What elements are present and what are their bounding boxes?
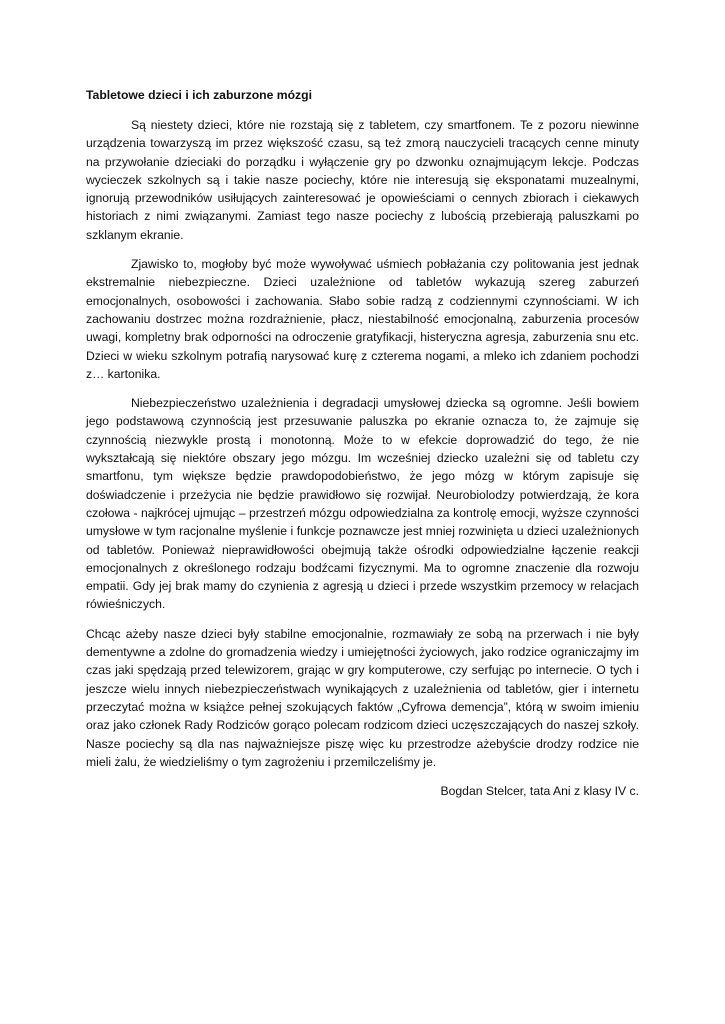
paragraph-4: Chcąc ażeby nasze dzieci były stabilne emocjonalnie, rozmawiały ze sobą na przerwach i nie były dementywne a zdolne do gromadzenia wiedzy i umiejętności życiowych, jako rodzice ograniczajmy im czas jaki spędzają przed telewizorem, grając w gry komputerowe, czy serfując po internecie. O tych i jeszcze wielu innych niebezpieczeństwach wynikających z uzależnienia od tabletów, gier i internetu przeczytać można w książce pełnej szokujących faktów „Cyfrowa demencja”, którą w swoim imieniu oraz jako członek Rady Rodziców gorąco polecam rodzicom dzieci uczęszczających do naszej szkoły. Nasze pociechy są dla nas najważniejsze piszę więc ku przestrodze ażebyście drodzy rodzice nie mieli żalu, że wiedzieliśmy o tym zagrożeniu i przemilczeliśmy je. <box>86 626 639 769</box>
document-page <box>86 86 639 800</box>
paragraph-2: Zjawisko to, mogłoby być może wywoływać uśmiech pobłażania czy politowania jest jednak ekstremalnie niebezpieczne. Dzieci uzależnione od tabletów wykazują szereg zaburzeń emocjonalnych, osobowości i zachowania. Słabo sobie radzą z codziennymi czynnościami. W ich zachowaniu dostrzec można rozdrażnienie, płacz, niestabilność emocjonalną, zaburzenia procesów uwagi, kompletny brak odporności na odroczenie gratyfikacji, histeryczna agresja, zaburzenia snu etc. Dzieci w wieku szkolnym potrafią narysować kurę z czterema nogami, a mleko ich zdaniem pochodzi z… kartonika. <box>86 257 639 381</box>
paragraph-1: Są niestety dzieci, które nie rozstają się z tabletem, czy smartfonem. Te z pozoru niewinne urządzenia towarzyszą im przez większość czasu, są też zmorą nauczycieli tracących cenne minuty na przywołanie dzieciaki do porządku i wyłączenie gry po dzwonku oznajmującym lekcje. Podczas wycieczek szkolnych są i takie nasze pociechy, które nie interesują się eksponatami muzealnymi, ignorują przewodników usiłujących zainteresować je opowieściami o cennych zbiorach i ciekawych historiach z nimi związanymi. Zamiast tego nasze pociechy z lubością przebierają paluszkami po szklanym ekranie. <box>86 118 639 242</box>
signature: Bogdan Stelcer, tata Ani z klasy IV c. <box>440 784 639 799</box>
document-title: Tabletowe dzieci i ich zaburzone mózgi <box>86 88 312 102</box>
paragraph-3: Niebezpieczeństwo uzależnienia i degradacji umysłowej dziecka są ogromne. Jeśli bowiem jego podstawową czynnością jest przesuwanie paluszka po ekranie oznacza to, że zajmuje się czynnością niezwykle prostą i monotonną. Może to w efekcie doprowadzić do tego, że nie wykształcają się niektóre obszary jego mózgu. Im wcześniej dziecko uzależni się od tabletu czy smartfonu, tym większe będzie prawdopodobieństwo, że jego mózg w którym zapisuje się doświadczenie i przeżycia nie będzie prawidłowo się rozwijał. Neurobiolodzy potwierdzają, że kora czołowa - najkrócej ujmując – przestrzeń mózgu odpowiedzialna za kontrolę emocji, wyższe czynności umysłowe w tym racjonalne myślenie i funkcje poznawcze jest mniej rozwinięta u dzieci uzależnionych od tabletów. Ponieważ nieprawidłowości obejmują także ośrodki odpowiedzialne łączenie reakcji emocjonalnych z określonego rodzaju bodźcami fizycznymi. Ma to ogromne znaczenie dla rozwoju empatii. Gdy jej brak mamy do czynienia z agresją u dzieci i przede wszystkim przemocy w relacjach rówieśniczych. <box>86 396 639 612</box>
